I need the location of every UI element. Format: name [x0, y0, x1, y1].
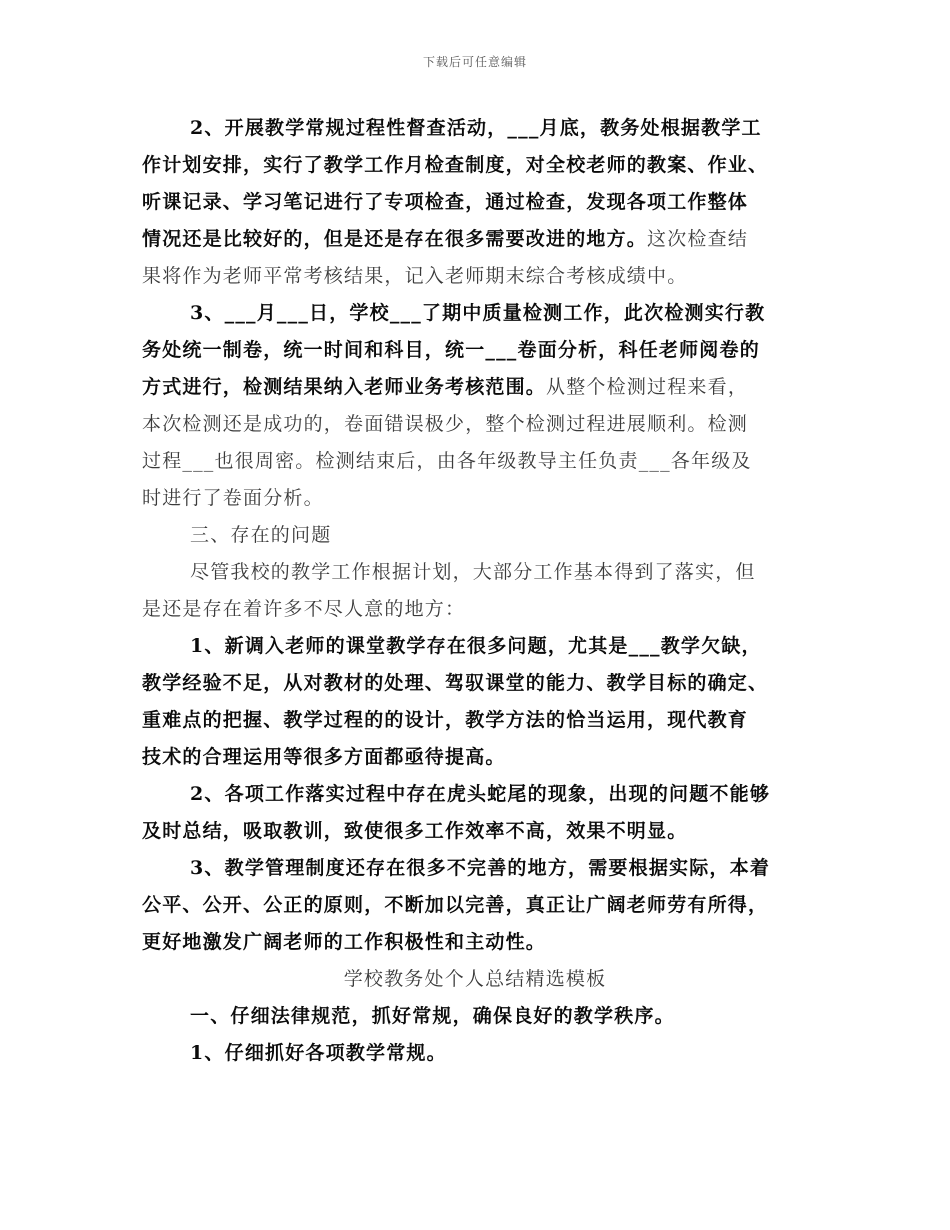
text-line	[190, 1035, 447, 1072]
text-segment: 是还是存在着许多不尽人意的地方：	[142, 598, 466, 620]
text-line	[142, 221, 748, 258]
text-line	[142, 665, 768, 702]
text-segment: 从整个检测过程来看，	[546, 376, 749, 398]
text-line	[142, 813, 687, 850]
text-segment: 务处统一制卷，统一时间和科目，统一___卷面分析，科任老师阅卷的	[142, 339, 760, 361]
text-segment: 三、存在的问题	[190, 524, 332, 546]
text-line	[190, 776, 770, 813]
text-segment: 听课记录、学习笔记进行了专项检查，通过检查，发现各项工作整体	[142, 191, 749, 213]
text-line	[142, 480, 324, 517]
text-line	[142, 406, 748, 443]
text-line	[142, 147, 768, 184]
text-segment: 方式进行，检测结果纳入老师业务考核范围。	[142, 376, 547, 398]
text-segment: 公平、公开、公正的原则，不断加以完善，真正让广阔老师劳有所得，	[142, 894, 769, 916]
text-line	[190, 628, 762, 665]
text-line	[190, 850, 770, 887]
text-line	[142, 258, 687, 295]
text-line	[142, 332, 760, 369]
text-segment: 重难点的把握、教学过程的的设计，教学方法的恰当运用，现代教育	[142, 709, 749, 731]
section-title	[0, 961, 950, 998]
text-segment: 2、各项工作落实过程中存在虎头蛇尾的现象，出现的问题不能够	[190, 783, 771, 805]
text-segment: 过程___也很周密。检测结束后，由各年级教导主任负责___各年级及	[142, 450, 752, 472]
text-segment: 学校教务处个人总结精选模板	[343, 968, 607, 990]
text-segment: 情况还是比较好的，但是还是存在很多需要改进的地方。	[142, 228, 648, 250]
text-segment: 尽管我校的教学工作根据计划，大部分工作基本得到了落实，但	[190, 561, 756, 583]
text-line	[142, 591, 465, 628]
text-segment: 1、仔细抓好各项教学常规。	[190, 1042, 447, 1064]
text-line	[142, 184, 748, 221]
text-line	[190, 295, 765, 332]
text-segment: 3、教学管理制度还存在很多不完善的地方，需要根据实际，本着	[190, 857, 771, 879]
text-segment: 更好地激发广阔老师的工作积极性和主动性。	[142, 931, 547, 953]
text-line	[190, 517, 331, 554]
page-header: 下载后可任意编辑	[422, 55, 527, 69]
text-line	[190, 110, 762, 147]
text-line	[142, 887, 768, 924]
text-line	[142, 702, 748, 739]
text-line	[190, 554, 756, 591]
text-line	[142, 924, 546, 961]
text-segment: 2、开展教学常规过程性督查活动，___月底，教务处根据教学工	[190, 117, 762, 139]
text-segment: 教学经验不足，从对教材的处理、驾驭课堂的能力、教学目标的确定、	[142, 672, 769, 694]
text-line	[142, 443, 752, 480]
text-segment: 时进行了卷面分析。	[142, 487, 324, 509]
text-segment: 本次检测还是成功的，卷面错误极少，整个检测过程进展顺利。检测	[142, 413, 749, 435]
text-segment: 3、___月___日，学校___了期中质量检测工作，此次检测实行教	[190, 302, 766, 324]
text-segment: 一、仔细法律规范，抓好常规，确保良好的教学秩序。	[190, 1005, 675, 1027]
text-segment: 这次检查结	[647, 228, 749, 250]
text-segment: 果将作为老师平常考核结果，记入老师期末综合考核成绩中。	[142, 265, 688, 287]
text-segment: 1、新调入老师的课堂教学存在很多问题，尤其是___教学欠缺，	[190, 635, 762, 657]
text-line	[142, 369, 748, 406]
text-line	[190, 998, 675, 1035]
text-segment: 及时总结，吸取教训，致使很多工作效率不高，效果不明显。	[142, 820, 688, 842]
text-segment: 技术的合理运用等很多方面都亟待提高。	[142, 746, 506, 768]
text-segment: 作计划安排，实行了教学工作月检查制度，对全校老师的教案、作业、	[142, 154, 769, 176]
text-line	[142, 739, 506, 776]
